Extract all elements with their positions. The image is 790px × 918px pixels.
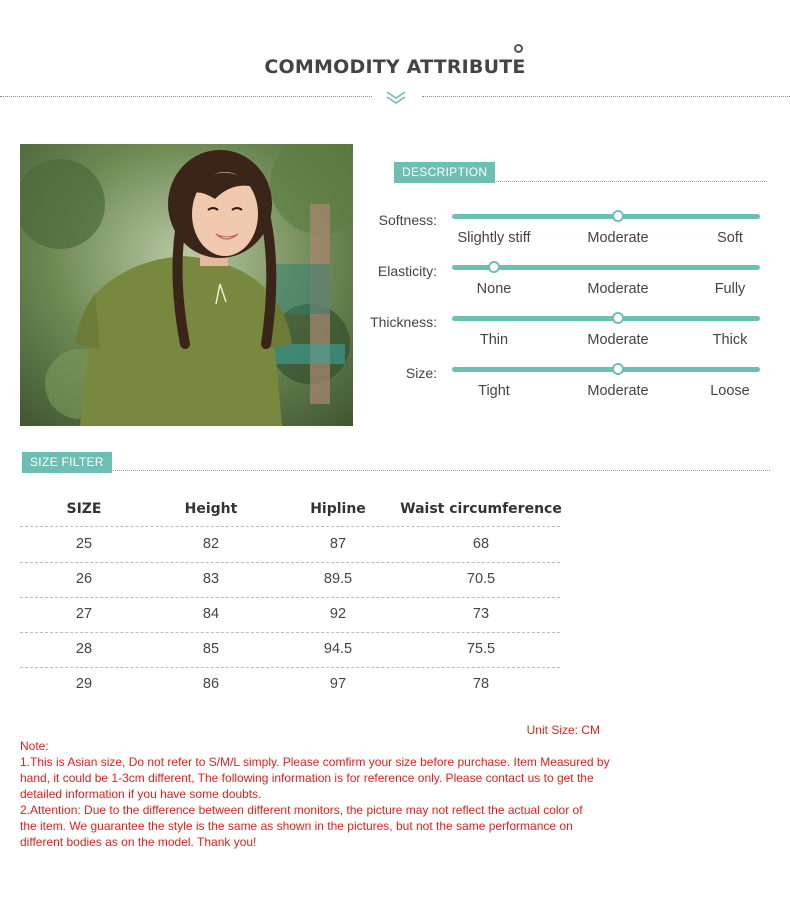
- table-header-cell: Height: [184, 501, 238, 517]
- table-cell: 87: [329, 536, 347, 552]
- table-header-cell: Hipline: [310, 501, 366, 517]
- table-row-divider: [20, 667, 560, 668]
- table-cell: 97: [329, 676, 347, 692]
- attribute-slider-knob[interactable]: [612, 312, 624, 324]
- note-line: different bodies as on the model. Thank you!: [20, 835, 257, 849]
- unit-size-label: Unit Size: CM: [526, 723, 600, 737]
- table-row-divider: [20, 597, 560, 598]
- size-filter-tag: SIZE FILTER: [22, 452, 112, 473]
- attribute-option-label: Slightly stiff: [457, 230, 531, 246]
- attribute-slider-track[interactable]: [452, 367, 760, 372]
- attribute-option-label: None: [476, 281, 512, 297]
- attribute-option-label: Moderate: [587, 383, 649, 399]
- table-cell: 68: [472, 536, 490, 552]
- attribute-option-label: Tight: [478, 383, 510, 399]
- attribute-slider-track[interactable]: [452, 316, 760, 321]
- table-cell: 73: [472, 606, 490, 622]
- attribute-label: Softness:: [378, 212, 437, 228]
- table-cell: 89.5: [323, 571, 353, 587]
- table-row-divider: [20, 632, 560, 633]
- attribute-slider-knob[interactable]: [488, 261, 500, 273]
- table-cell: 83: [202, 571, 220, 587]
- table-cell: 25: [75, 536, 93, 552]
- table-cell: 78: [472, 676, 490, 692]
- attribute-label: Thickness:: [370, 314, 437, 330]
- attribute-option-label: Thin: [479, 332, 509, 348]
- header-divider-right: [422, 96, 790, 97]
- attribute-option-label: Thick: [712, 332, 748, 348]
- attribute-option-label: Moderate: [587, 332, 649, 348]
- attribute-slider-knob[interactable]: [612, 363, 624, 375]
- table-cell: 27: [75, 606, 93, 622]
- table-cell: 84: [202, 606, 220, 622]
- double-chevron-down-icon: [384, 89, 408, 105]
- attribute-option-label: Loose: [710, 383, 750, 399]
- attribute-option-label: Fully: [714, 281, 746, 297]
- note-title: Note:: [20, 739, 49, 753]
- note-line: 1.This is Asian size, Do not refer to S/M/L simply. Please comfirm your size before purchase. Item Measured by: [20, 755, 610, 769]
- note-line: 2.Attention: Due to the difference between different monitors, the picture may not reflect the actual color of: [20, 803, 583, 817]
- attribute-option-label: Moderate: [587, 230, 649, 246]
- table-row-divider: [20, 526, 560, 527]
- description-tag: DESCRIPTION: [394, 162, 495, 183]
- table-cell: 75.5: [466, 641, 496, 657]
- attribute-slider-knob[interactable]: [612, 210, 624, 222]
- table-cell: 86: [202, 676, 220, 692]
- note-line: hand, it could be 1-3cm different, The following information is for reference only. Please contact us to get the: [20, 771, 594, 785]
- table-cell: 85: [202, 641, 220, 657]
- note-line: detailed information if you have some doubts.: [20, 787, 262, 801]
- attribute-label: Size:: [405, 365, 437, 381]
- attribute-option-label: Moderate: [587, 281, 649, 297]
- table-cell: 70.5: [466, 571, 496, 587]
- attribute-slider-track[interactable]: [452, 214, 760, 219]
- size-filter-divider: [108, 470, 770, 471]
- table-header-cell: SIZE: [66, 501, 102, 517]
- table-cell: 82: [202, 536, 220, 552]
- note-line: the item. We guarantee the style is the same as shown in the pictures, but not the same performance on: [20, 819, 573, 833]
- description-divider: [492, 181, 767, 182]
- table-cell: 94.5: [323, 641, 353, 657]
- page-title: COMMODITY ATTRIBUTE: [264, 56, 526, 78]
- table-cell: 28: [75, 641, 93, 657]
- product-photo: [20, 144, 353, 426]
- attribute-option-label: Soft: [717, 230, 743, 246]
- attribute-label: Elasticity:: [377, 263, 437, 279]
- table-row-divider: [20, 562, 560, 563]
- header-divider-left: [0, 96, 372, 97]
- table-header-cell: Waist circumference: [400, 501, 562, 517]
- table-cell: 26: [75, 571, 93, 587]
- table-cell: 92: [329, 606, 347, 622]
- degree-mark-icon: [514, 44, 523, 53]
- table-cell: 29: [75, 676, 93, 692]
- note-block: [20, 738, 610, 850]
